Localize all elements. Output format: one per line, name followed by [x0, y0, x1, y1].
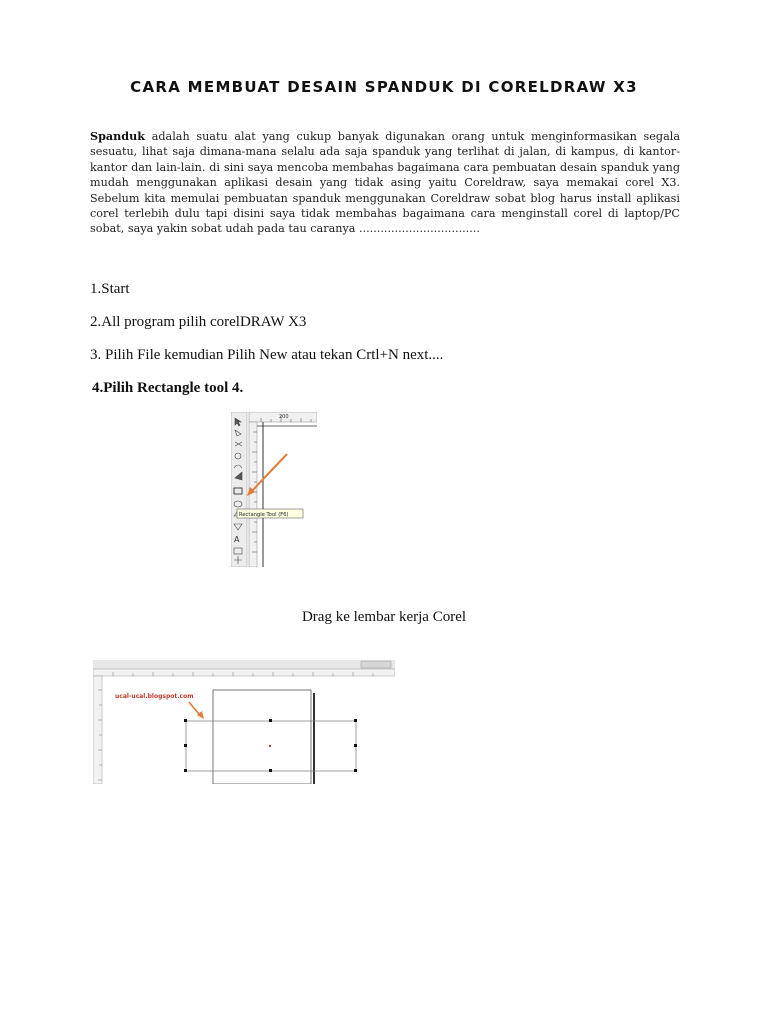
- text-tool-icon[interactable]: A: [234, 535, 240, 544]
- intro-text: adalah suatu alat yang cukup banyak digunakan orang untuk menginformasikan segala sesuatu, lihat saja dimana-mana selalu ada saja spanduk yang terlihat di jalan, di kampus, di kantor-kantor dan lain-lain. di sini saya mencoba membahas bagaimana cara pembuatan desain spanduk yang mudah menggunakan aplikasi desain yang tidak asing yaitu Coreldraw, saya memakai corel X3. Sebelum kita memulai pembuatan spanduk menggunakan Coreldraw sobat blog harus install aplikasi corel terlebih dulu tapi disini saya tidak membahas bagaimana cara menginstall corel di laptop/PC sobat, saya yakin sobat udah pada tau caranya ..................................: [90, 130, 680, 236]
- intro-paragraph: [90, 129, 680, 237]
- drag-caption: Drag ke lembar kerja Corel: [301, 609, 467, 625]
- toolbox-svg: [231, 412, 317, 567]
- ruler-label: 200: [279, 414, 289, 420]
- step-2: 2.All program pilih corelDRAW X3: [90, 314, 307, 330]
- step-4: 4.Pilih Rectangle tool 4.: [92, 380, 244, 396]
- rectangle-tool-tooltip: Rectangle Tool (F6): [239, 512, 289, 518]
- intro-bold-word: Spanduk: [90, 129, 145, 143]
- blog-watermark: ucal-ucal.blogspot.com: [115, 693, 194, 700]
- canvas-screenshot: [93, 660, 395, 784]
- toolbox-screenshot: [231, 412, 317, 567]
- page-title: CARA MEMBUAT DESAIN SPANDUK DI CORELDRAW X3: [130, 78, 638, 96]
- step-3: 3. Pilih File kemudian Pilih New atau tekan Crtl+N next....: [90, 347, 444, 363]
- canvas-svg: [93, 660, 395, 784]
- step-1: 1.Start: [90, 281, 130, 297]
